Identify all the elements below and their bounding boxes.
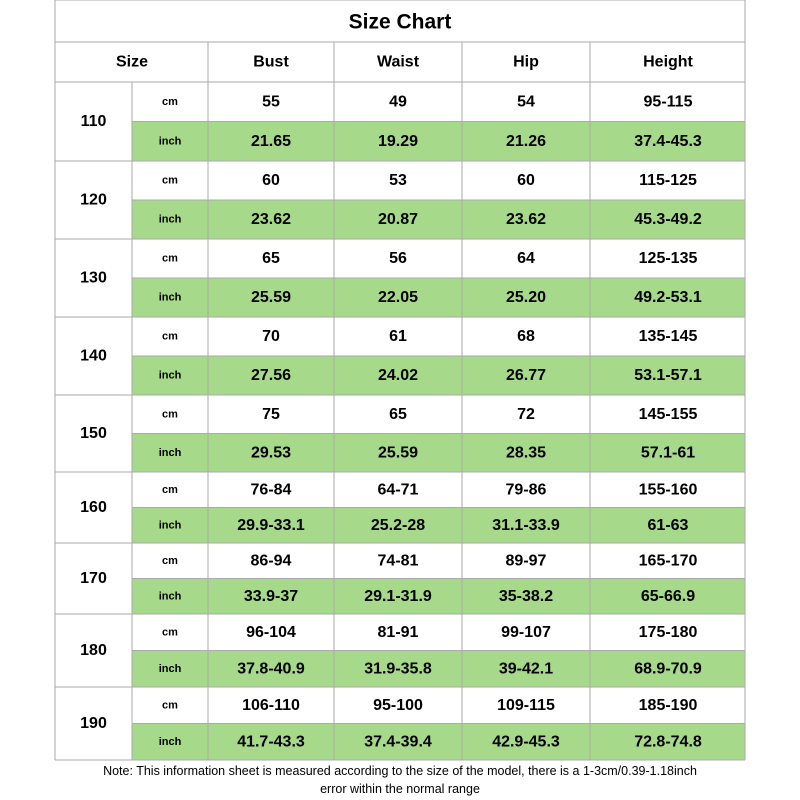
unit-label-inch: inch: [158, 291, 182, 304]
inch-value-cell: 33.9-37: [243, 587, 299, 605]
inch-value-cell: 25.2-28: [370, 516, 426, 534]
inch-value-cell: 49.2-53.1: [634, 289, 702, 306]
unit-label-cm: cm: [162, 626, 178, 639]
inch-value-cell: 28.35: [505, 444, 547, 462]
size-label: 120: [80, 191, 107, 209]
cm-value-cell: 76-84: [250, 481, 292, 499]
cm-value-cell: 64: [517, 250, 535, 267]
cm-value-cell: 79-86: [505, 481, 547, 499]
inch-value-cell: 24.02: [377, 367, 419, 384]
unit-label-cm: cm: [162, 252, 178, 265]
unit-label-inch: inch: [158, 369, 182, 382]
inch-value-cell: 29.9-33.1: [237, 516, 305, 534]
inch-value-cell: 21.26: [505, 132, 547, 150]
cm-value-cell: 99-107: [501, 623, 551, 641]
unit-label-cm: cm: [162, 95, 178, 108]
size-label: 150: [80, 425, 107, 442]
cm-value-cell: 106-110: [242, 696, 300, 714]
unit-label-cm: cm: [162, 408, 178, 421]
inch-value-cell: 29.1-31.9: [364, 587, 432, 605]
inch-value-cell: 39-42.1: [498, 660, 554, 678]
inch-value-cell: 41.7-43.3: [237, 733, 305, 751]
inch-value-cell: 25.59: [377, 444, 419, 462]
cm-value-cell: 74-81: [377, 552, 419, 570]
inch-value-cell: 23.62: [505, 211, 547, 228]
header-waist: Waist: [376, 53, 420, 71]
unit-label-inch: inch: [158, 135, 182, 148]
cm-value-cell: 86-94: [250, 552, 292, 570]
inch-value-cell: 25.20: [505, 289, 547, 306]
cm-value-cell: 56: [389, 250, 407, 267]
unit-label-inch: inch: [158, 213, 182, 226]
unit-label-cm: cm: [162, 483, 178, 496]
cm-value-cell: 65: [262, 250, 280, 267]
cm-value-cell: 109-115: [497, 696, 555, 714]
size-label: 130: [80, 269, 107, 287]
cm-value-cell: 70: [262, 328, 280, 345]
size-label: 140: [80, 347, 107, 365]
unit-label-cm: cm: [162, 330, 178, 343]
unit-label-inch: inch: [158, 446, 182, 459]
size-label: 110: [80, 113, 107, 130]
unit-label-cm: cm: [162, 174, 178, 187]
header-hip: Hip: [513, 53, 539, 71]
size-label: 180: [80, 642, 107, 659]
cm-value-cell: 54: [517, 93, 535, 111]
cm-value-cell: 145-155: [638, 405, 698, 423]
cm-value-cell: 95-100: [373, 696, 423, 714]
cm-value-cell: 53: [389, 172, 407, 189]
cm-value-cell: 55: [262, 93, 280, 111]
inch-value-cell: 25.59: [250, 289, 292, 306]
inch-value-cell: 45.3-49.2: [634, 211, 702, 228]
inch-value-cell: 53.1-57.1: [634, 367, 702, 384]
cm-value-cell: 65: [389, 405, 407, 423]
cm-value-cell: 75: [262, 405, 280, 423]
chart-title: Size Chart: [348, 10, 452, 34]
cm-value-cell: 89-97: [505, 552, 547, 570]
inch-value-cell: 65-66.9: [640, 587, 696, 605]
inch-value-cell: 27.56: [250, 367, 292, 384]
inch-value-cell: 31.1-33.9: [492, 516, 560, 534]
inch-value-cell: 61-63: [647, 516, 689, 534]
unit-label-inch: inch: [158, 590, 182, 603]
inch-value-cell: 37.8-40.9: [237, 660, 305, 678]
inch-value-cell: 26.77: [505, 367, 547, 384]
inch-value-cell: 68.9-70.9: [634, 660, 702, 678]
size-label: 190: [80, 715, 107, 732]
inch-value-cell: 37.4-39.4: [364, 733, 432, 751]
footnote-line-1: Note: This information sheet is measured according to the size of the model, there is a 1-3cm/0.39-1.18inch: [103, 764, 697, 778]
cm-value-cell: 81-91: [377, 623, 419, 641]
inch-value-cell: 20.87: [377, 211, 419, 228]
cm-value-cell: 68: [517, 328, 535, 345]
unit-label-inch: inch: [158, 519, 182, 532]
inch-value-cell: 23.62: [250, 211, 292, 228]
cm-value-cell: 135-145: [638, 328, 698, 345]
cm-value-cell: 60: [262, 172, 280, 189]
cm-value-cell: 64-71: [377, 481, 419, 499]
size-label: 170: [80, 570, 107, 587]
cm-value-cell: 60: [517, 172, 535, 189]
unit-label-cm: cm: [162, 699, 178, 712]
cm-value-cell: 49: [389, 93, 407, 111]
cm-value-cell: 96-104: [246, 623, 296, 641]
inch-value-cell: 21.65: [250, 132, 292, 150]
inch-value-cell: 19.29: [377, 132, 419, 150]
header-bust: Bust: [253, 53, 289, 71]
cm-value-cell: 72: [517, 405, 535, 423]
inch-value-cell: 57.1-61: [640, 444, 696, 462]
unit-label-inch: inch: [158, 662, 182, 675]
cm-value-cell: 185-190: [638, 696, 698, 714]
cm-value-cell: 95-115: [643, 93, 693, 111]
cm-value-cell: 175-180: [638, 623, 698, 641]
inch-value-cell: 42.9-45.3: [492, 733, 560, 751]
cm-value-cell: 165-170: [638, 552, 698, 570]
unit-label-cm: cm: [162, 554, 178, 567]
unit-label-inch: inch: [158, 735, 182, 748]
footnote-line-2: error within the normal range: [320, 782, 480, 796]
cm-value-cell: 125-135: [638, 250, 698, 267]
inch-value-cell: 29.53: [250, 444, 292, 462]
inch-value-cell: 31.9-35.8: [364, 660, 432, 678]
cm-value-cell: 155-160: [638, 481, 698, 499]
header-height: Height: [643, 53, 693, 71]
header-size: Size: [115, 53, 149, 71]
inch-value-cell: 72.8-74.8: [634, 733, 702, 751]
size-label: 160: [80, 499, 107, 516]
cm-value-cell: 61: [389, 328, 407, 345]
inch-value-cell: 37.4-45.3: [634, 132, 702, 150]
inch-value-cell: 35-38.2: [498, 587, 554, 605]
inch-value-cell: 22.05: [377, 289, 419, 306]
cm-value-cell: 115-125: [639, 172, 697, 189]
